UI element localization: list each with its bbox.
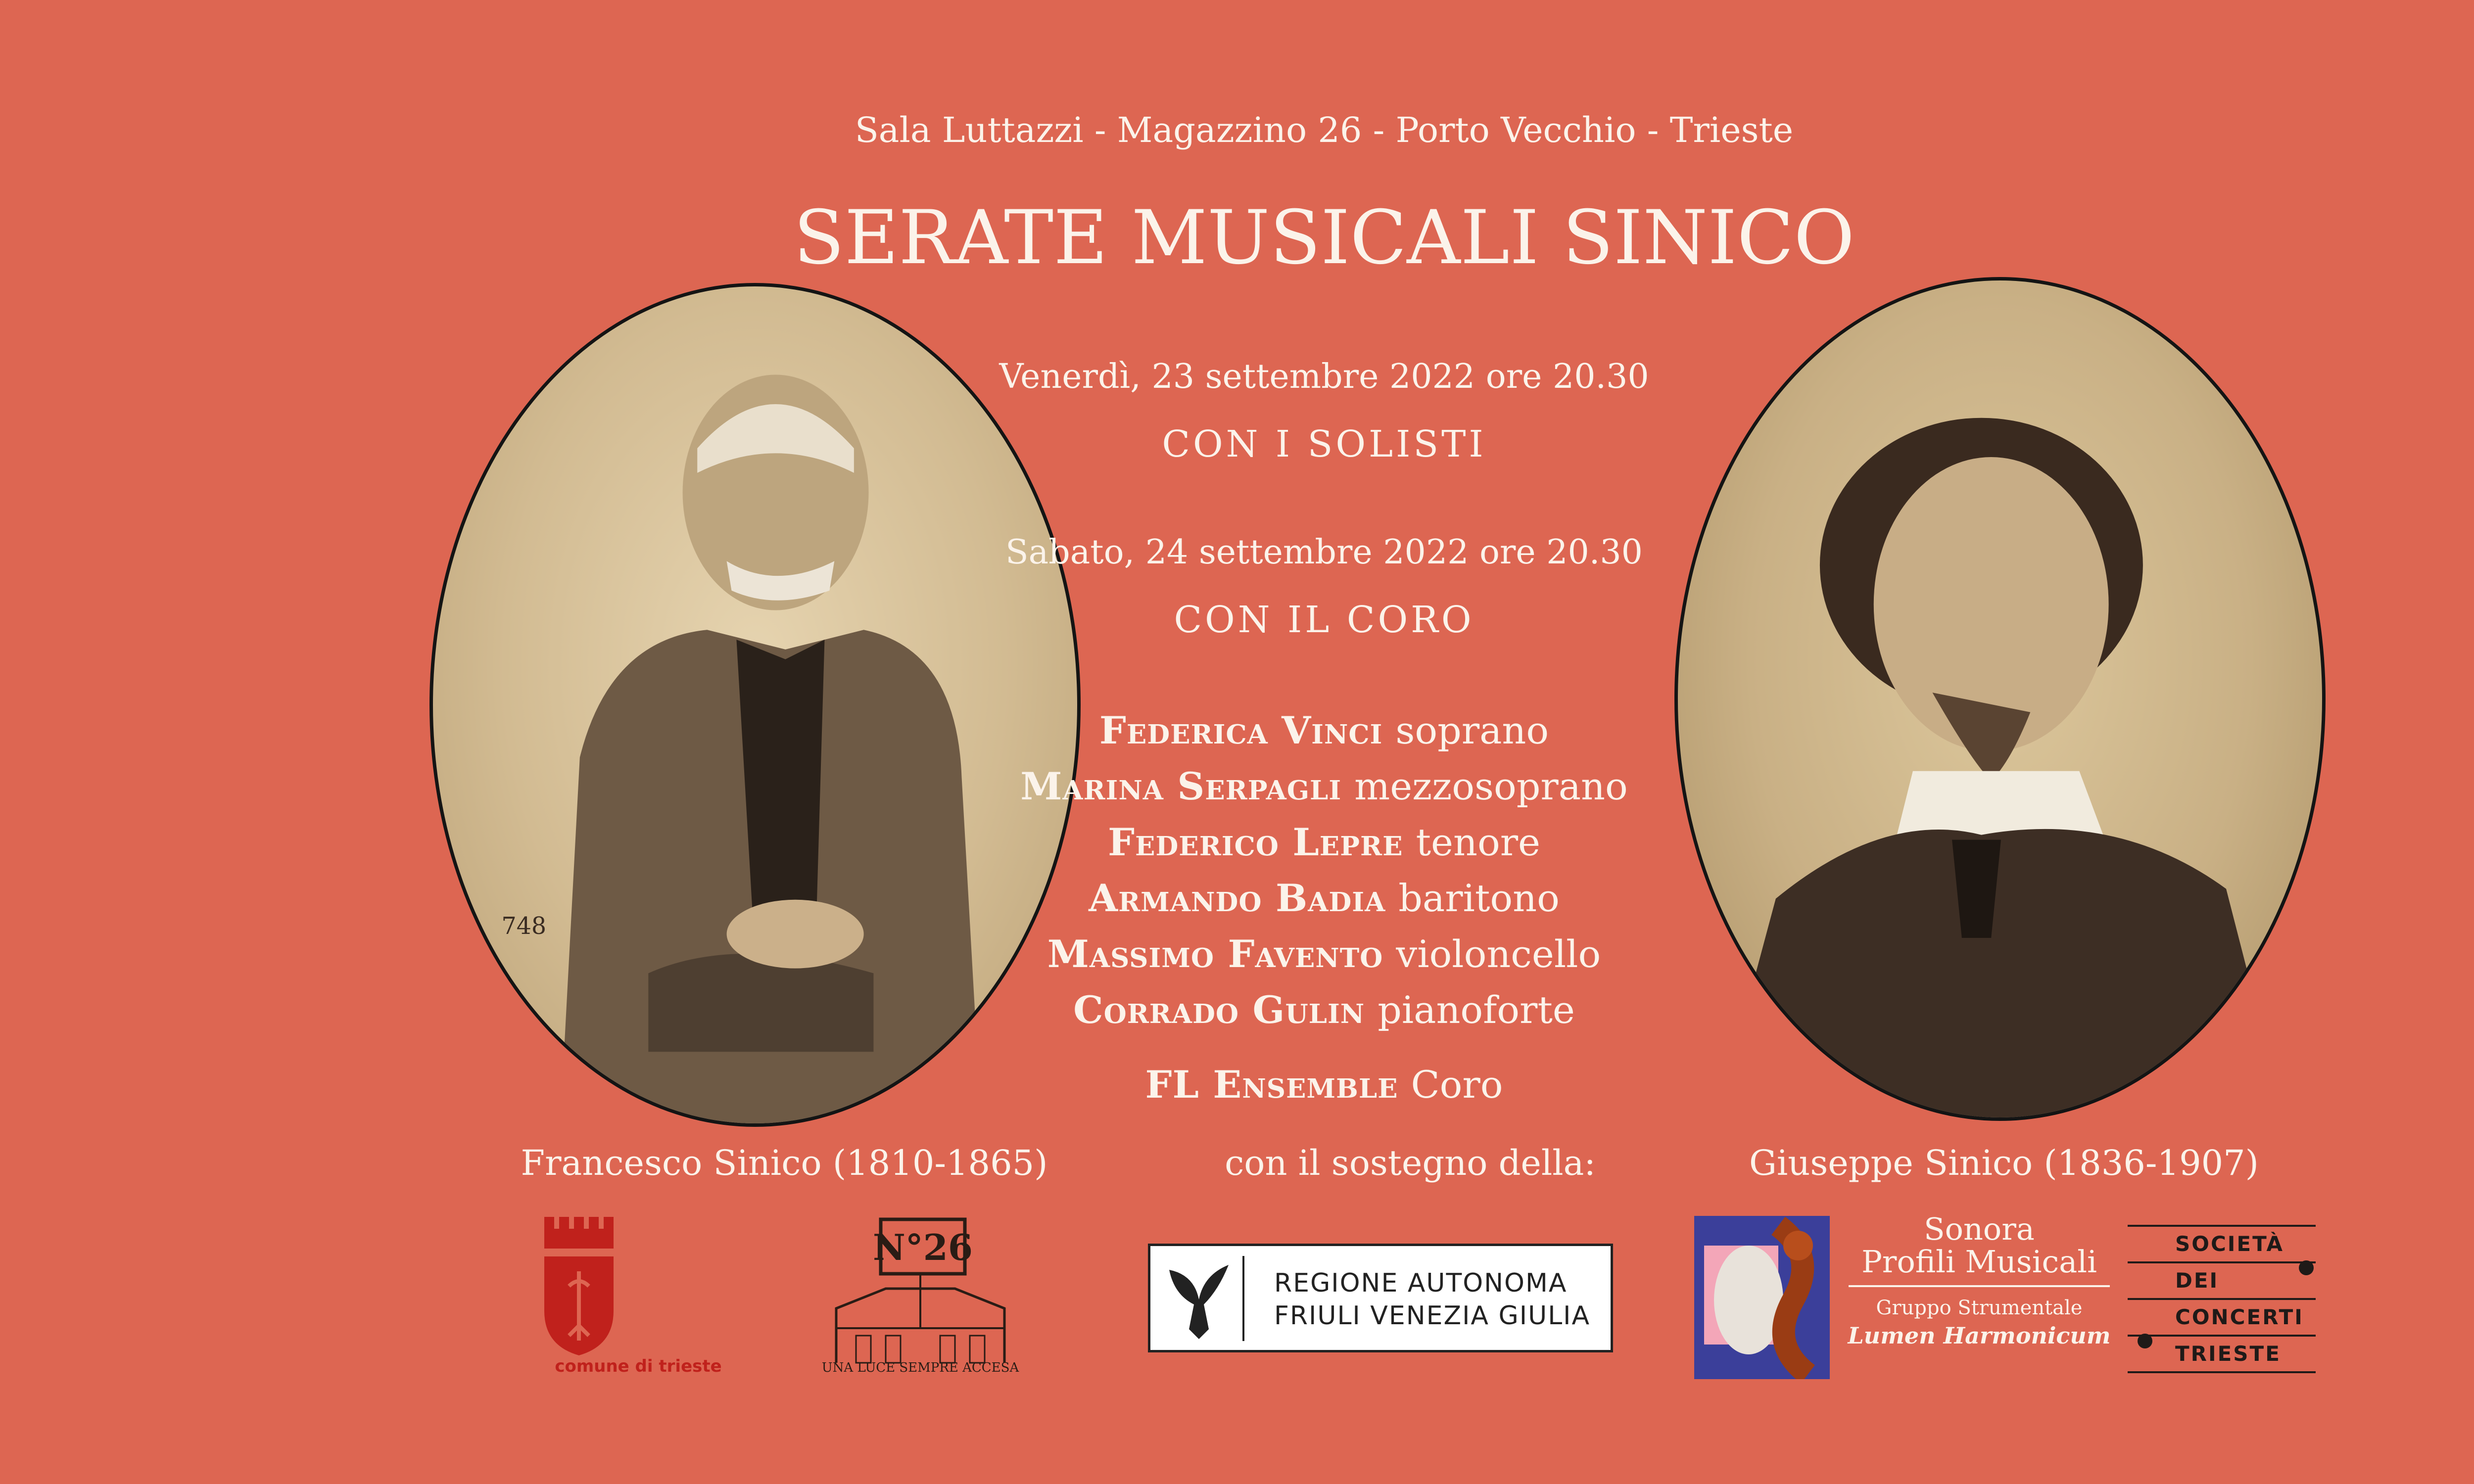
staff-line — [2128, 1335, 2316, 1337]
performer-row — [829, 926, 1819, 982]
sonora-line-3: Gruppo Strumentale — [1876, 1297, 2083, 1319]
performer-role: pianoforte — [1378, 988, 1575, 1032]
warehouse-icon — [826, 1214, 1014, 1383]
performer-row — [829, 814, 1819, 870]
eagle-icon — [1164, 1255, 1234, 1344]
performer-name: Armando Badia — [1089, 876, 1386, 920]
performer-role: soprano — [1395, 708, 1549, 752]
staff-line — [2128, 1261, 2316, 1263]
sonora-logo-image — [1694, 1216, 1830, 1379]
caption-sponsor: con il sostegno della: — [1225, 1143, 1596, 1183]
sonora-line-1: Sonora — [1924, 1211, 2035, 1247]
regione-line-1: REGIONE AUTONOMA — [1274, 1268, 1568, 1298]
caption-francesco-sinico: Francesco Sinico (1810-1865) — [521, 1143, 1048, 1183]
event-program-soloists: CON I SOLISTI — [1162, 423, 1486, 465]
performer-role: mezzosoprano — [1354, 764, 1628, 808]
societa-concerti-logo — [2128, 1222, 2316, 1375]
caption-giuseppe-sinico: Giuseppe Sinico (1836-1907) — [1749, 1143, 2259, 1183]
staff-line — [2128, 1371, 2316, 1373]
event-program-choir: CON IL CORO — [1174, 599, 1475, 641]
regione-fvg-logo — [1148, 1244, 1613, 1352]
staff-line — [2128, 1298, 2316, 1300]
sonora-text — [1846, 1213, 2113, 1350]
performer-name: Marina Serpagli — [1020, 764, 1342, 808]
magazzino-number: N°26 — [872, 1226, 973, 1268]
sonora-line-4: Lumen Harmonicum — [1848, 1322, 2111, 1349]
magazzino-26-logo — [826, 1214, 1014, 1383]
societa-word-1: SOCIETÀ — [2175, 1232, 2284, 1256]
music-note-icon — [2299, 1260, 2314, 1275]
violin-scroll-icon — [1694, 1216, 1830, 1379]
magazzino-26-tagline: UNA LUCE SEMPRE ACCESA — [821, 1360, 1019, 1375]
performer-name: Corrado Gulin — [1073, 988, 1365, 1032]
venue-line: Sala Luttazzi - Magazzino 26 - Porto Vecchio - Trieste — [855, 110, 1794, 150]
societa-word-3: CONCERTI — [2175, 1305, 2304, 1329]
regione-line-2: FRIULI VENEZIA GIULIA — [1274, 1301, 1591, 1331]
music-note-icon — [2138, 1334, 2152, 1348]
performer-role: violoncello — [1396, 932, 1601, 976]
ensemble-role: Coro — [1411, 1063, 1503, 1107]
performer-row — [829, 758, 1819, 814]
ensemble-name: FL Ensemble — [1145, 1063, 1398, 1107]
sonora-divider — [1849, 1285, 2110, 1287]
regione-divider — [1242, 1256, 1244, 1341]
performer-row — [829, 982, 1819, 1038]
regione-text — [1274, 1267, 1611, 1332]
performer-role: tenore — [1416, 820, 1541, 864]
performer-role: baritono — [1398, 876, 1560, 920]
staff-line — [2128, 1225, 2316, 1227]
performer-row — [829, 870, 1819, 926]
performer-name: Federico Lepre — [1107, 820, 1403, 864]
performer-row — [829, 702, 1819, 758]
societa-word-4: TRIESTE — [2175, 1342, 2281, 1366]
societa-word-2: DEI — [2175, 1268, 2219, 1293]
performer-name: Massimo Favento — [1047, 932, 1383, 976]
ensemble-row — [829, 1057, 1819, 1113]
sonora-line-2: Profili Musicali — [1861, 1244, 2097, 1280]
photo-annotation: 748 — [501, 913, 547, 940]
performer-list — [829, 702, 1819, 1038]
performer-name: Federica Vinci — [1099, 708, 1383, 752]
event-date-friday: Venerdì, 23 settembre 2022 ore 20.30 — [999, 357, 1649, 396]
poster-title: SERATE MUSICALI SINICO — [793, 195, 1855, 281]
event-date-saturday: Sabato, 24 settembre 2022 ore 20.30 — [1005, 533, 1643, 572]
comune-trieste-label: comune di trieste — [555, 1356, 722, 1376]
